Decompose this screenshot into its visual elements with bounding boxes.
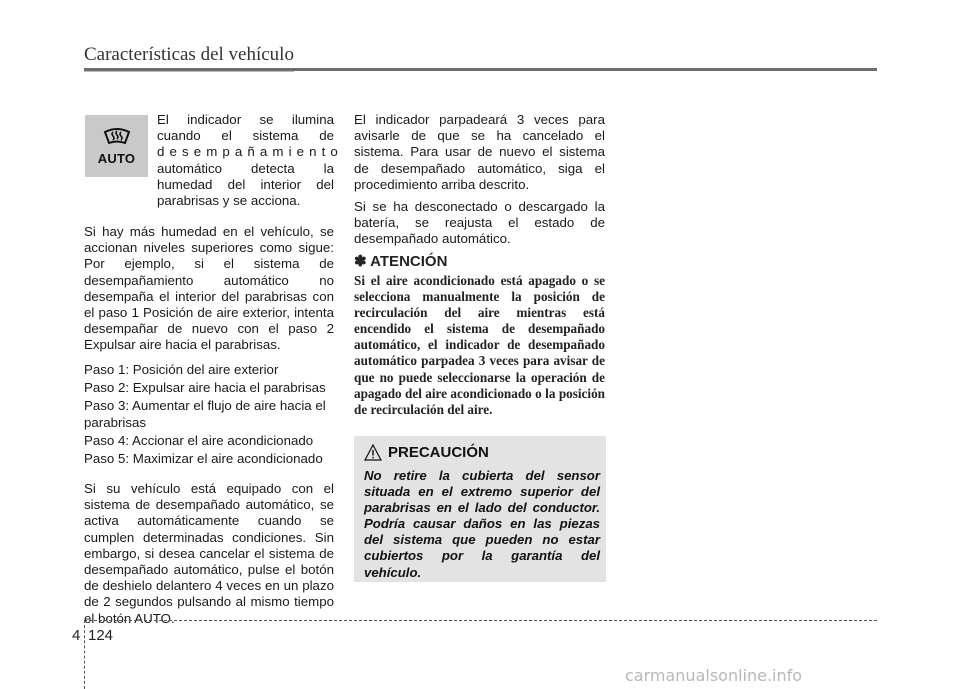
caution-text: No retire la cubierta del sensor situada en el extremo superior del parabrisas en el lado del conductor. Podría causar daños en las piezas del sistema que pueden no estar cubiertos por la garantía del vehículo. (364, 468, 600, 580)
intro-line: El indicador se ilumina (157, 112, 334, 127)
steps-list (84, 362, 334, 469)
atencion-heading: ✽ ATENCIÓN (354, 253, 448, 270)
right-column-text (354, 112, 605, 254)
step-item: Paso 3: Aumentar el flujo de aire hacia el parabrisas (84, 398, 326, 430)
atencion-body: Si el aire acondicionado está apagado o se selecciona manualmente la posición de recirculación del aire mientras está encendido el sistema de desempañado automático, el indicador de desempañado automático parpadea 3 veces para avisar de que no puede seleccionarse la operación de apagado del aire acondicionado o la posición de recirculación del aire. (354, 273, 605, 417)
step-item: Paso 5: Maximizar el aire acondicionado (84, 451, 323, 467)
caution-header (364, 444, 489, 461)
auto-label: AUTO (97, 151, 136, 166)
blink-paragraph: El indicador parpadeará 3 veces para avisarle de que se ha cancelado el sistema. Para usar de nuevo el sistema de desempañado automático, siga el procedimiento arriba descrito. (354, 112, 605, 192)
auto-defrost-indicator (85, 115, 148, 177)
step-item: Paso 1: Posición del aire exterior (84, 362, 279, 377)
section-title: Características del vehículo (84, 44, 294, 65)
intro-paragraph (157, 112, 343, 209)
caution-title: PRECAUCIÓN (388, 444, 489, 461)
step-item: Paso 4: Accionar el aire acondicionado (84, 432, 314, 448)
watermark: carmanualsonline.info (625, 666, 803, 685)
intro-line: desempañamiento (157, 144, 343, 160)
step-item: Paso 2: Expulsar aire hacia el parabrisas (84, 380, 326, 396)
humidity-paragraph: Si hay más humedad en el vehículo, se accionan niveles superiores como sigue: Por ejemplo, si el sistema de desempañamiento automático no desempaña el interior del parabrisas con el paso 1 Posición de aire exterior, intenta desempañar de nuevo con el paso 2 Expulsar aire hacia el parabrisas. (84, 224, 334, 353)
header-rule-accent (84, 71, 294, 72)
footer-rule (84, 620, 877, 621)
cancel-instructions: Si su vehículo está equipado con el sistema de desempañado automático, se activa automáticamente cuando se cumplen determinadas condiciones. Sin embargo, si desea cancelar el sistema de desempañado automático, pulse el botón de deshielo delantero 4 veces en un plazo de 2 segundos pulsando al mismo tiempo el botón AUTO. (84, 481, 334, 626)
battery-paragraph: Si se ha desconectado o descargado la batería, se reajusta el estado de desempañado automático. (354, 199, 605, 247)
page-number: 124 (88, 627, 114, 644)
intro-line: parabrisas y se acciona. (157, 193, 301, 209)
intro-line: cuando el sistema de (157, 128, 334, 144)
windshield-defrost-icon (102, 126, 132, 150)
footer-divider (84, 620, 85, 689)
caution-box (354, 436, 606, 582)
chapter-number: 4 (72, 627, 81, 644)
intro-line: automático detecta la (157, 160, 334, 176)
intro-line: humedad del interior del (157, 176, 334, 192)
warning-triangle-icon (364, 444, 382, 461)
